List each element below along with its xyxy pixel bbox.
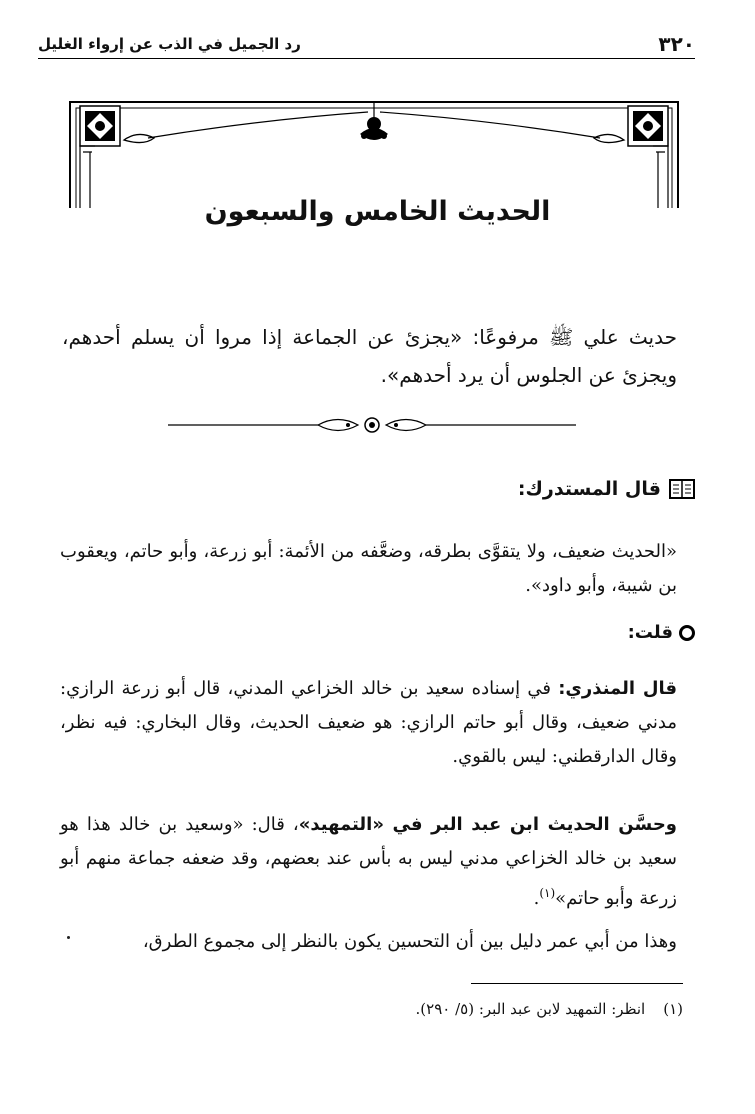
qult-heading-label: قلت: <box>627 622 673 643</box>
running-title: رد الجميل في الذب عن إرواء الغليل <box>38 35 301 53</box>
paragraph-tamhid-end: . <box>533 888 540 909</box>
footnote-text: انظر: التمهيد لابن عبد البر: (٥/ ٢٩٠). <box>415 1000 646 1018</box>
mustadrak-heading-label: قال المستدرك: <box>517 478 661 500</box>
paragraph-last: وهذا من أبي عمر دليل بين أن التحسين يكون بالنظر إلى مجموع الطرق، <box>142 931 677 952</box>
circle-bullet-icon <box>679 625 695 641</box>
paragraph-tamhid <box>60 808 677 916</box>
mustadrak-heading <box>518 478 695 500</box>
paragraph-tamhid-lead: وحسَّن الحديث ابن عبد البر في «التمهيد» <box>298 814 677 835</box>
running-header <box>38 30 695 59</box>
footnote-reference[interactable]: (١) <box>539 886 556 900</box>
page-number: ٣٢٠ <box>658 32 695 56</box>
paragraph-mundhiri-text: في إسناده سعيد بن خالد الخزاعي المدني، قال أبو زرعة الرازي: مدني ضعيف، وقال أبو حاتم الرازي: هو ضعيف الحديث، وقال البخاري: فيه نظر، وقال الدارقطني: ليس بالقوي. <box>60 678 677 767</box>
corner-ornament-right <box>628 106 668 208</box>
hadith-text: حديث علي ﷺ مرفوعًا: «يجزئ عن الجماعة إذا مروا أن يسلم أحدهم، ويجزئ عن الجلوس أن يرد أحدهم». <box>62 325 677 387</box>
paragraph-mundhiri <box>60 672 677 774</box>
chapter-title: الحديث الخامس والسبعون <box>204 196 551 227</box>
open-book-icon <box>669 478 695 500</box>
corner-ornament-left <box>80 106 120 208</box>
mustadrak-quote: «الحديث ضعيف، ولا يتقوَّى بطرقه، وضعَّفه من الأئمة: أبو زرعة، وأبو حاتم، ويعقوب بن شيبة، وأبو داود». <box>60 541 677 596</box>
paragraph-mundhiri-lead: قال المنذري: <box>558 678 677 699</box>
section-divider-ornament <box>168 414 576 436</box>
qult-heading <box>628 622 695 643</box>
ornamental-header-frame <box>68 100 680 210</box>
footnote-number: (١) <box>663 1000 683 1018</box>
paragraph-tamhid-text: ، قال: «وسعيد بن خالد هذا هو سعيد بن خالد الخزاعي مدني ليس به بأس عند بعضهم، وقد ضعفه جماعة منهم أبو زرعة وأبو حاتم» <box>60 814 677 909</box>
footnote-separator <box>471 983 683 984</box>
footnote <box>416 1000 683 1018</box>
